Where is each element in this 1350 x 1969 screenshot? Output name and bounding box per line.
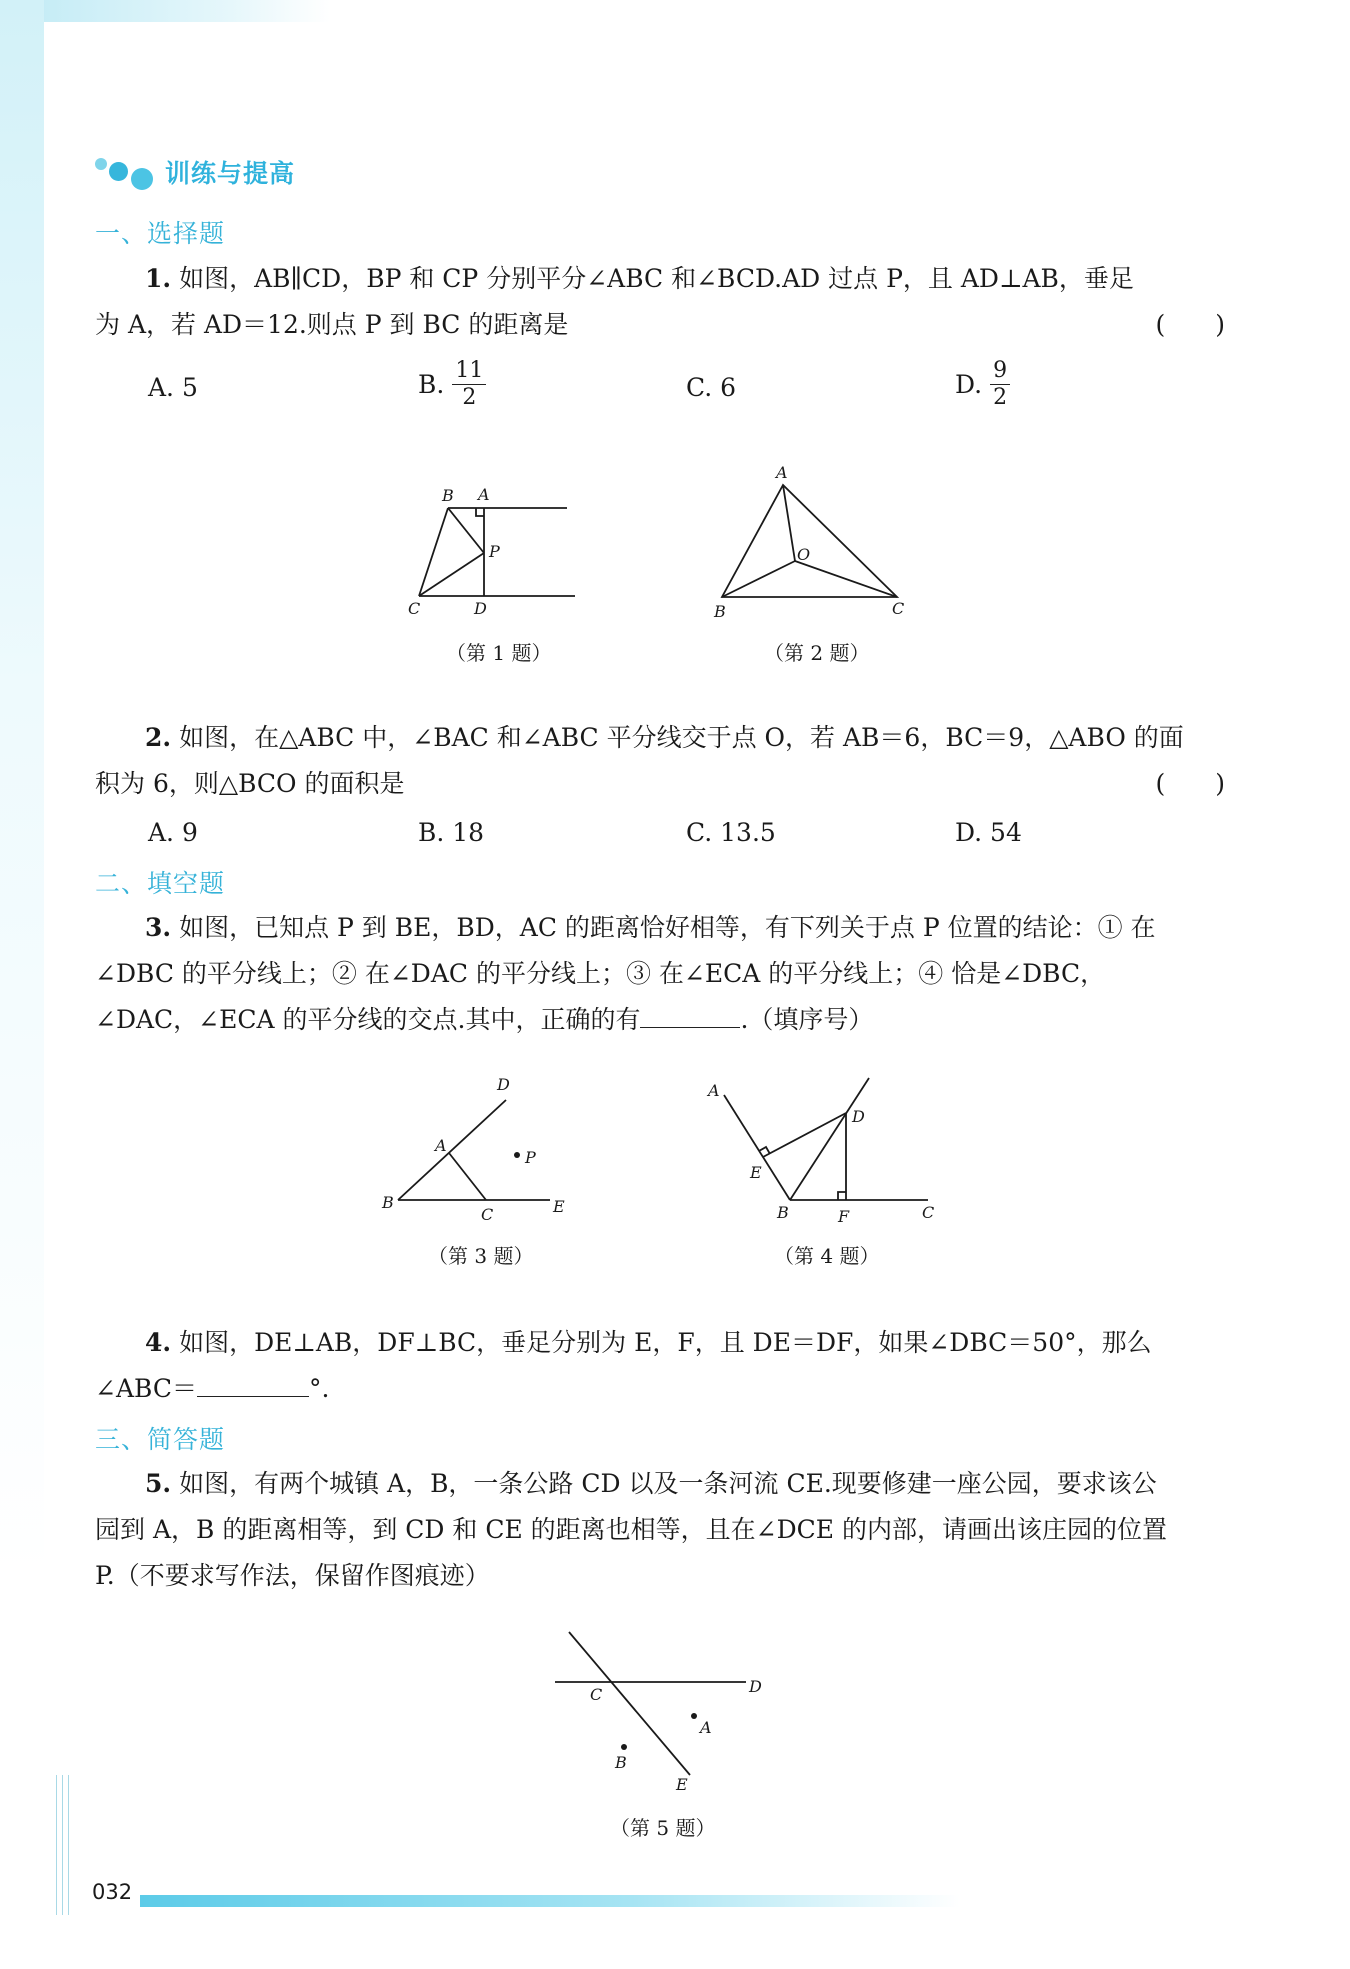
q2-option-b: B. 18 — [418, 818, 485, 847]
fig1-caption: （第 1 题） — [446, 641, 552, 665]
question-3-line3a: ∠DAC，∠ECA 的平分线的交点.其中，正确的有 — [95, 1005, 641, 1034]
answer-blank[interactable] — [197, 1370, 309, 1397]
fig1-label-p: P — [489, 542, 500, 561]
question-1-line2: 为 A，若 AD＝12.则点 P 到 BC 的距离是 — [95, 310, 569, 339]
q1-option-c: C. 6 — [686, 373, 737, 402]
q2-option-d: D. 54 — [955, 818, 1022, 847]
question-3-line3b: .（填序号） — [740, 1005, 874, 1034]
fig4-label-b: B — [777, 1203, 789, 1222]
fig3-label-d: D — [497, 1075, 510, 1094]
q2-option-c: C. 13.5 — [686, 818, 776, 847]
question-2-number: 2. — [145, 723, 172, 752]
question-5 — [95, 1461, 1225, 1599]
question-2-line1: 如图，在△ABC 中，∠BAC 和∠ABC 平分线交于点 O，若 AB＝6，BC＝9，△ABO 的面 — [179, 723, 1184, 752]
fig2-caption: （第 2 题） — [764, 641, 870, 665]
fig2-label-o: O — [797, 545, 811, 564]
question-3-number: 3. — [145, 913, 172, 942]
fig4-label-f: F — [838, 1207, 850, 1226]
figure-2 — [722, 485, 897, 597]
fig1-label-c: C — [408, 599, 421, 618]
question-4-line2a: ∠ABC＝ — [95, 1374, 197, 1403]
fig3-label-b: B — [382, 1193, 394, 1212]
fig4-label-d: D — [852, 1107, 865, 1126]
fig3-label-p: P — [525, 1148, 536, 1167]
question-3-line2: ∠DBC 的平分线上；② 在∠DAC 的平分线上；③ 在∠ECA 的平分线上；④ 恰是∠DBC， — [95, 959, 1106, 988]
q1-option-b: B. $\frac{11}{2}$ — [418, 358, 486, 411]
fig2-label-c: C — [892, 599, 905, 618]
fig4-label-a: A — [708, 1081, 720, 1100]
section-title-fill: 二、填空题 — [95, 869, 226, 898]
question-3-line1: 如图，已知点 P 到 BE，BD，AC 的距离恰好相等，有下列关于点 P 位置的结论：① 在 — [179, 913, 1156, 942]
section-title-answer: 三、简答题 — [95, 1425, 226, 1454]
fig5-caption: （第 5 题） — [610, 1816, 716, 1840]
question-1-number: 1. — [145, 264, 172, 293]
fig1-label-a: A — [478, 485, 490, 504]
fig1-label-b: B — [442, 486, 454, 505]
fig4-caption: （第 4 题） — [774, 1244, 880, 1268]
fig5-label-a: A — [700, 1718, 712, 1737]
question-4-line1: 如图，DE⊥AB，DF⊥BC，垂足分别为 E，F，且 DE＝DF，如果∠DBC＝50°，那么 — [179, 1328, 1152, 1357]
fig2-label-a: A — [776, 463, 788, 482]
fig3-point-p — [514, 1152, 520, 1158]
fraction: $\frac{11}{2}$ — [452, 358, 486, 411]
section-title-choice: 一、选择题 — [95, 219, 226, 248]
question-2-line2: 积为 6，则△BCO 的面积是 — [95, 769, 405, 798]
question-5-line2: 园到 A，B 的距离相等，到 CD 和 CE 的距离也相等，且在∠DCE 的内部，请画出该庄园的位置 — [95, 1515, 1167, 1544]
fig4-label-e: E — [750, 1163, 762, 1182]
question-5-line1: 如图，有两个城镇 A，B，一条公路 CD 以及一条河流 CE.现要修建一座公园，要求该公 — [179, 1469, 1157, 1498]
q2-option-a: A. 9 — [148, 818, 198, 847]
question-5-number: 5. — [145, 1469, 172, 1498]
fig5-label-b: B — [615, 1753, 627, 1772]
header-title: 训练与提高 — [165, 159, 296, 188]
question-3 — [95, 905, 1225, 1043]
question-4 — [95, 1320, 1225, 1412]
fig5-label-c: C — [590, 1685, 603, 1704]
fig1-label-d: D — [474, 599, 487, 618]
fig5-point-b — [621, 1744, 627, 1750]
fig5-label-e: E — [676, 1775, 688, 1794]
question-2 — [95, 715, 1225, 807]
page-number: 032 — [92, 1880, 133, 1904]
q1-option-a: A. 5 — [148, 373, 198, 402]
fig3-label-a: A — [435, 1136, 447, 1155]
q1-option-d: D. $\frac{9}{2}$ — [955, 358, 1010, 411]
figure-5 — [555, 1632, 746, 1775]
fig2-label-b: B — [714, 602, 726, 621]
answer-blank[interactable] — [640, 1001, 740, 1028]
fraction: $\frac{9}{2}$ — [990, 358, 1010, 411]
question-4-line2b: °. — [308, 1374, 330, 1403]
fig4-label-c: C — [922, 1203, 935, 1222]
fig5-label-d: D — [749, 1677, 762, 1696]
answer-paren: ( ) — [1155, 769, 1225, 798]
fig3-label-c: C — [481, 1205, 494, 1224]
question-4-number: 4. — [145, 1328, 172, 1357]
footer-bar — [140, 1895, 960, 1907]
fig5-point-a — [691, 1713, 697, 1719]
question-5-line3: P.（不要求写作法，保留作图痕迹） — [95, 1561, 490, 1590]
answer-paren: ( ) — [1155, 310, 1225, 339]
question-1-line1: 如图，AB∥CD，BP 和 CP 分别平分∠ABC 和∠BCD.AD 过点 P，且 AD⊥AB，垂足 — [179, 264, 1134, 293]
fig3-caption: （第 3 题） — [428, 1244, 534, 1268]
fig3-label-e: E — [553, 1197, 565, 1216]
